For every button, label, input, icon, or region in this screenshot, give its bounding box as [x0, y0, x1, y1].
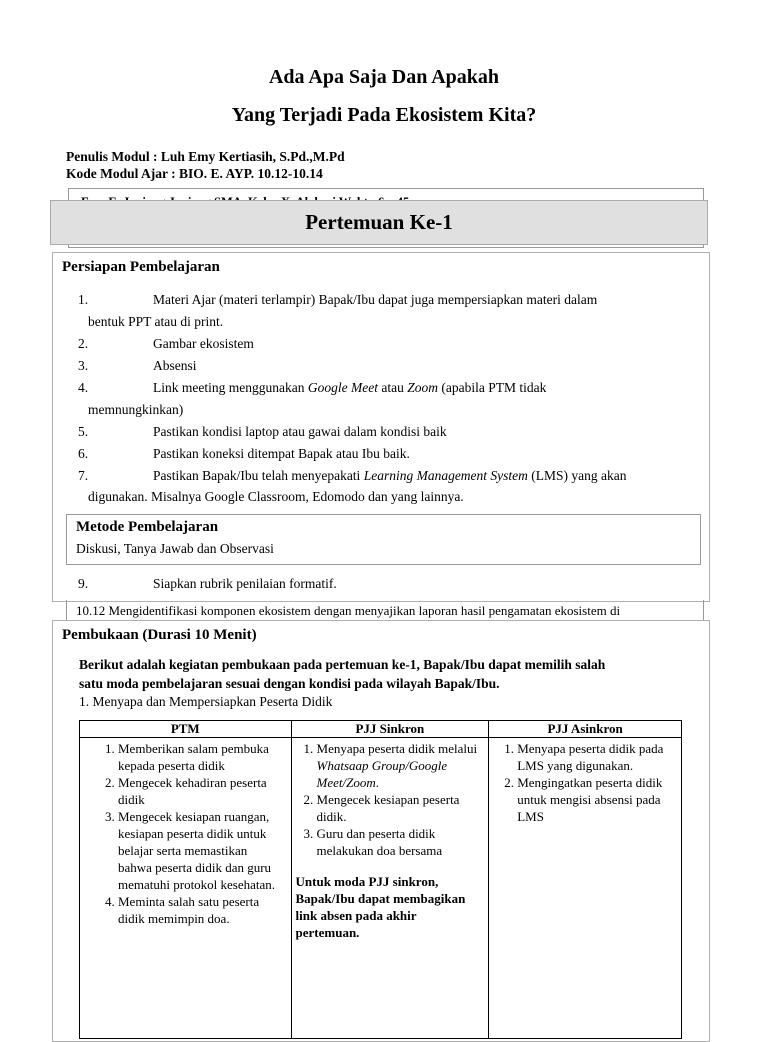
kode-modul: Kode Modul Ajar : BIO. E. AYP. 10.12-10.14 — [66, 166, 323, 181]
persiapan-heading: Persiapan Pembelajaran — [62, 259, 220, 275]
persiapan-item-2: 2. Gambar ekosistem — [78, 336, 254, 351]
persiapan-item-6: 6. Pastikan koneksi ditempat Bapak atau Ibu baik. — [78, 446, 410, 461]
pembukaan-step-1: 1. Menyapa dan Mempersiapkan Peserta Didik — [79, 694, 333, 709]
tujuan-text: 10.12 Mengidentifikasi komponen ekosistem dengan menyajikan laporan hasil pengamatan ekosistem di — [76, 603, 621, 618]
persiapan-item-3: 3. Absensi — [78, 358, 197, 373]
tujuan-strip — [66, 600, 704, 620]
cell-pjj-asinkron — [489, 738, 682, 1039]
moda-table — [79, 720, 682, 1039]
table-header-row — [80, 721, 682, 738]
list-item: 1. Memberikan salam pembuka kepada peserta didik — [118, 740, 281, 774]
persiapan-item-1: 1. Materi Ajar (materi terlampir) Bapak/Ibu dapat juga mempersiapkan materi dalam — [78, 292, 598, 307]
persiapan-item-4: 4. Link meeting menggunakan Google Meet atau Zoom (apabila PTM tidak — [78, 380, 547, 395]
cell-pjj-sinkron — [291, 738, 489, 1039]
pembukaan-intro-1: Berikut adalah kegiatan pembukaan pada pertemuan ke-1, Bapak/Ibu dapat memilih salah — [79, 657, 606, 672]
persiapan-item-9: 9. Siapkan rubrik penilaian formatif. — [78, 576, 337, 591]
list-item: 2. Mengecek kehadiran peserta didik — [118, 774, 281, 808]
table-header-pjj-asinkron: PJJ Asinkron — [489, 721, 682, 738]
list-item: 4. Meminta salah satu peserta didik memimpin doa. — [118, 893, 281, 927]
list-item: 2. Mengingatkan peserta didik untuk mengisi absensi pada LMS — [517, 774, 671, 825]
persiapan-item-4-cont: memnungkinkan) — [88, 402, 184, 417]
list-item: 1. Menyapa peserta didik pada LMS yang digunakan. — [517, 740, 671, 774]
cell-ptm — [80, 738, 292, 1039]
table-header-pjj-sinkron: PJJ Sinkron — [291, 721, 489, 738]
pembukaan-intro-2: satu moda pembelajaran sesuai dengan kondisi pada wilayah Bapak/Ibu. — [79, 676, 500, 691]
persiapan-item-1-cont: bentuk PPT atau di print. — [88, 314, 224, 329]
pertemuan-banner: Pertemuan Ke-1 — [50, 200, 708, 245]
metode-heading: Metode Pembelajaran — [76, 519, 219, 535]
list-item: 3. Guru dan peserta didik melakukan doa bersama — [317, 825, 479, 859]
document-title-line1: Ada Apa Saja Dan Apakah — [268, 66, 500, 88]
persiapan-item-7-cont: digunakan. Misalnya Google Classroom, Edomodo dan yang lainnya. — [88, 489, 464, 504]
persiapan-item-7: 7. Pastikan Bapak/Ibu telah menyepakati Learning Management System (LMS) yang akan — [78, 468, 627, 483]
table-row — [80, 738, 682, 1039]
list-item: 2. Mengecek kesiapan peserta didik. — [317, 791, 479, 825]
sinkron-note: Untuk moda PJJ sinkron, Bapak/Ibu dapat membagikan link absen pada akhir pertemuan. — [295, 874, 466, 940]
document-title-line2: Yang Terjadi Pada Ekosistem Kita? — [231, 104, 537, 126]
pembukaan-heading: Pembukaan (Durasi 10 Menit) — [62, 627, 257, 643]
penulis-modul: Penulis Modul : Luh Emy Kertiasih, S.Pd.,M.Pd — [66, 149, 345, 164]
list-item: 1. Menyapa peserta didik melalui Whatsaap Group/Google Meet/Zoom. — [317, 740, 479, 791]
list-item: 3. Mengecek kesiapan ruangan, kesiapan peserta didik untuk belajar serta memastikan bahwa peserta didik dan guru mematuhi protokol kesehatan. — [118, 808, 281, 893]
persiapan-item-5: 5. Pastikan kondisi laptop atau gawai dalam kondisi baik — [78, 424, 447, 439]
metode-panel — [66, 514, 701, 565]
metode-text: Diskusi, Tanya Jawab dan Observasi — [76, 541, 274, 556]
table-header-ptm: PTM — [80, 721, 292, 738]
